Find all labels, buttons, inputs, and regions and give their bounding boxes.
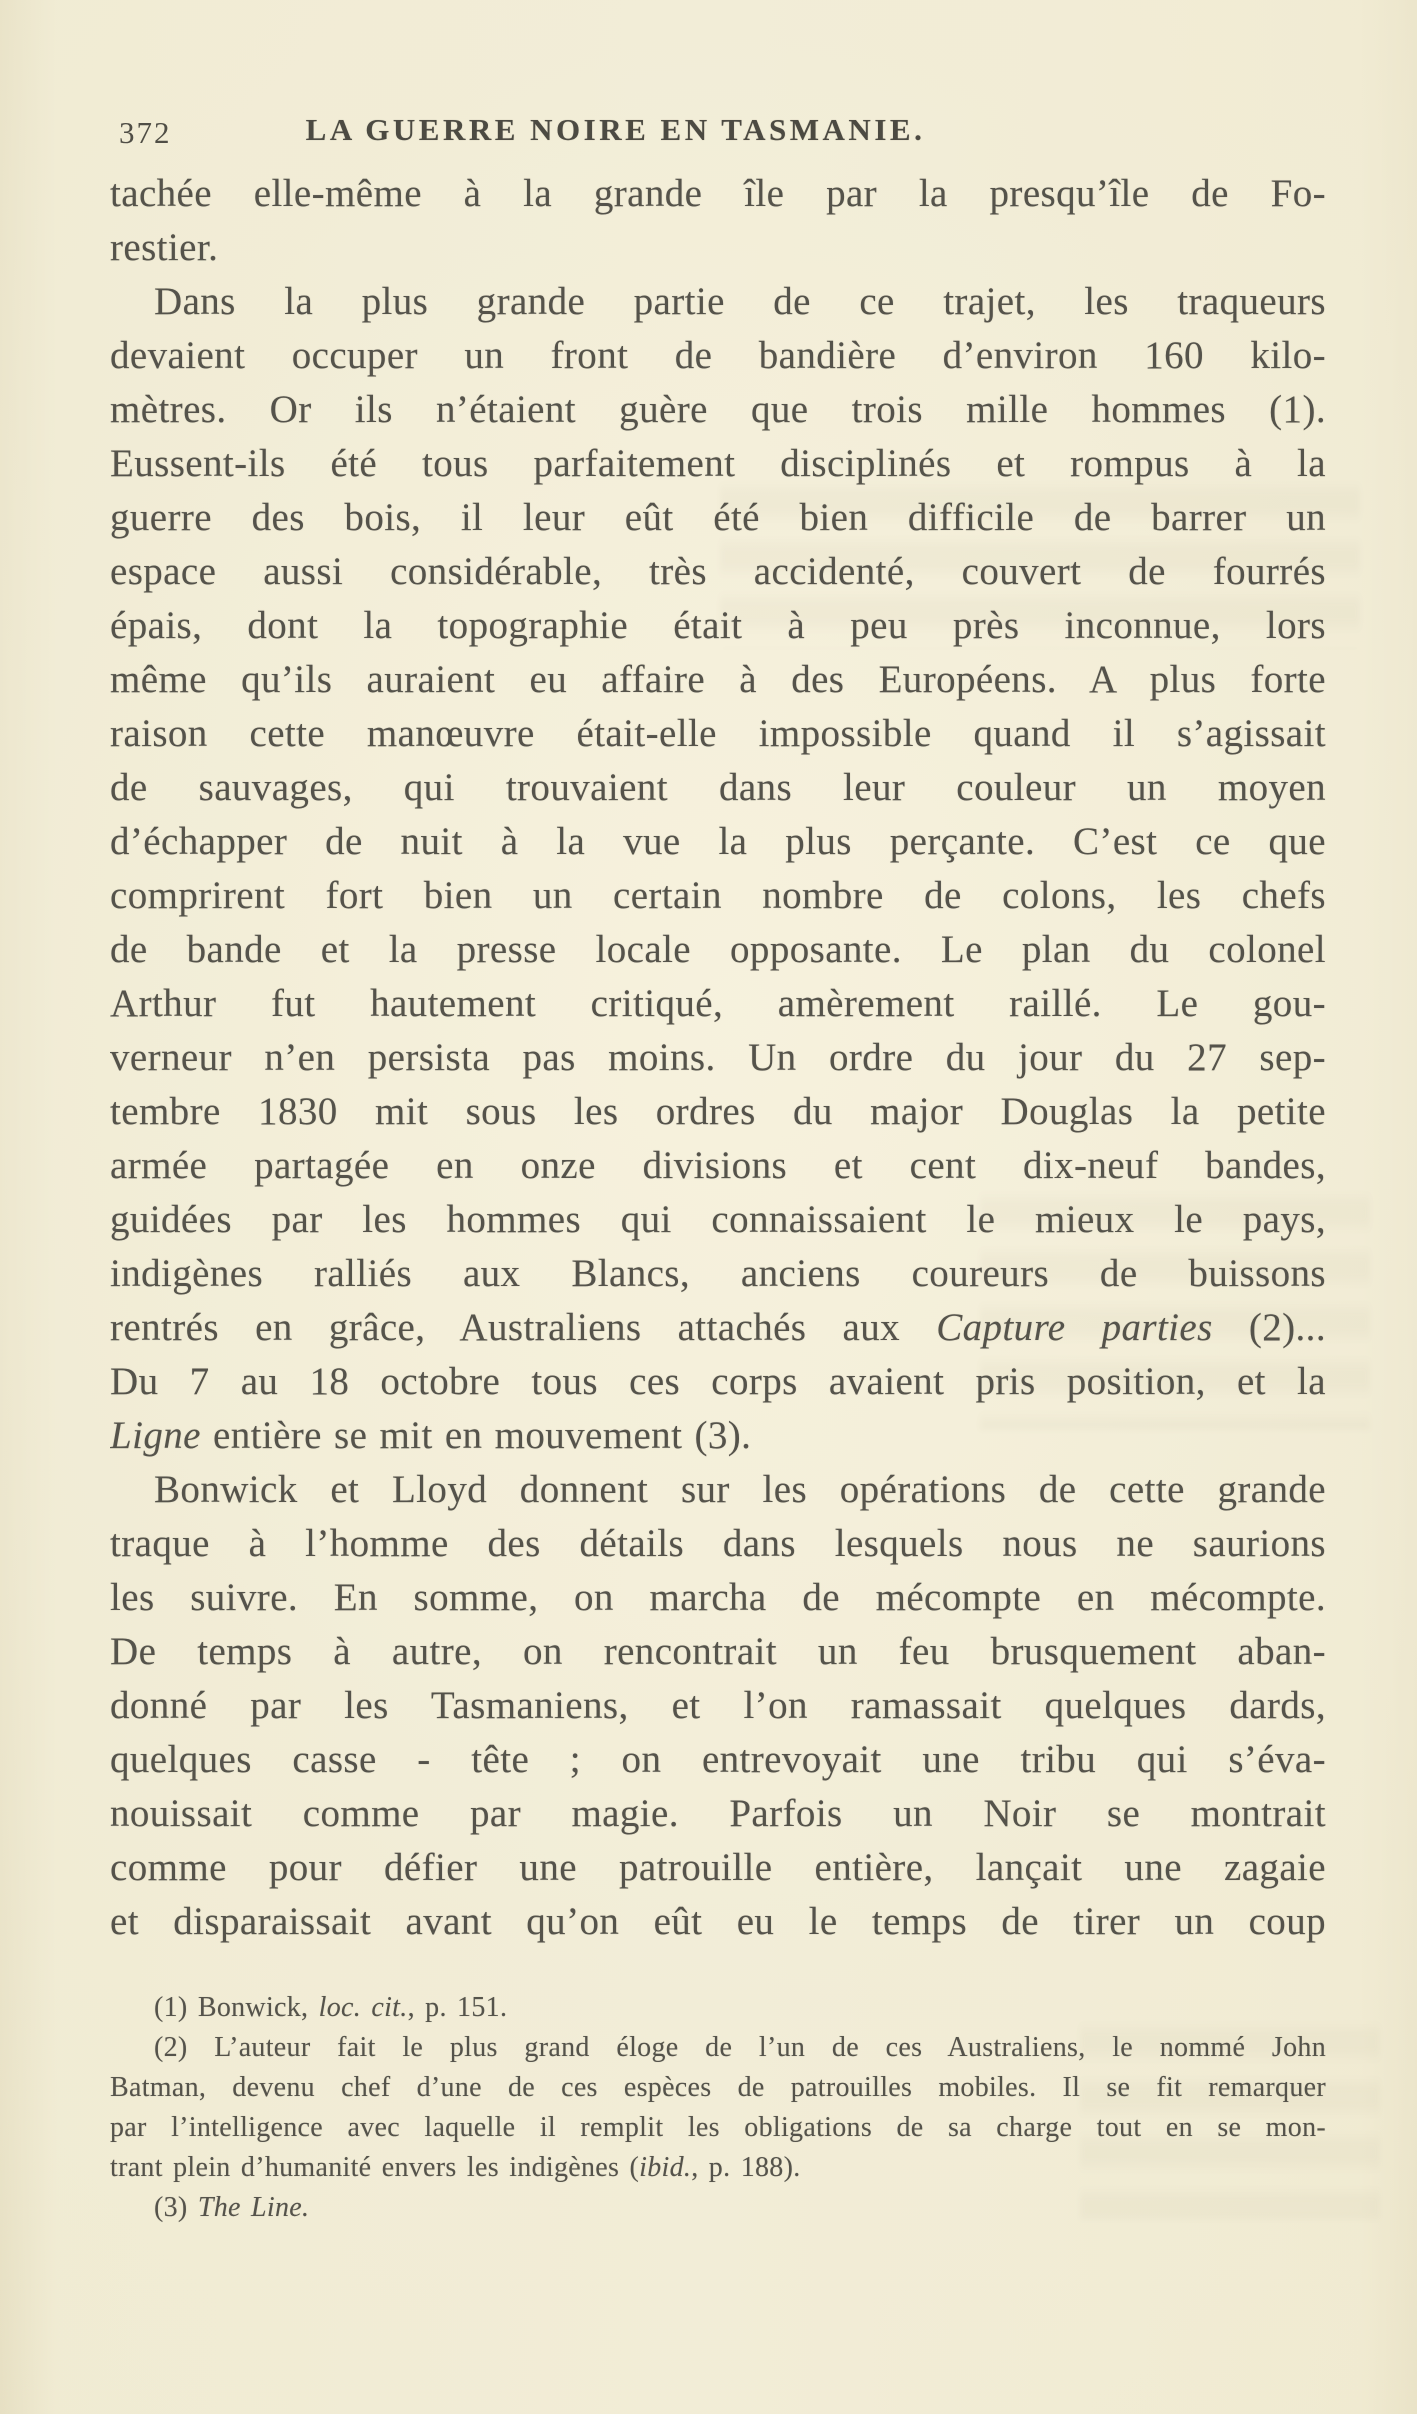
text-run: donné par les Tasmaniens, et l’on ramassait quelques dards, [110, 1684, 1326, 1727]
text-run: Dans la plus grande partie de ce trajet, les traqueurs [154, 280, 1326, 323]
text-run: nouissait comme par magie. Parfois un Noir se montrait [110, 1792, 1326, 1835]
italic-text: The Line. [197, 2192, 310, 2223]
text-run: restier. [110, 226, 219, 269]
body-line [110, 1247, 1326, 1301]
text-run: (2)... [1212, 1306, 1326, 1349]
body-line [110, 977, 1326, 1031]
text-run: par l’intelligence avec laquelle il remplit les obligations de sa charge tout en se mon- [110, 2112, 1326, 2143]
text-run: tachée elle-même à la grande île par la presqu’île de Fo- [110, 172, 1326, 215]
body-line [110, 1463, 1326, 1517]
text-run: entière se mit en mouvement (3). [200, 1414, 752, 1457]
text-run: verneur n’en persista pas moins. Un ordre du jour du 27 sep- [110, 1036, 1326, 1079]
italic-text: loc. cit. [318, 1992, 408, 2023]
body-line [110, 1085, 1326, 1139]
footnote-line [110, 1988, 1326, 2028]
text-run: (1) Bonwick, [154, 1992, 319, 2023]
body-line [110, 437, 1326, 491]
body-text [110, 167, 1326, 1949]
italic-text: Ligne [110, 1414, 201, 1457]
body-line [110, 653, 1326, 707]
text-run: Arthur fut hautement critiqué, amèrement raillé. Le gou- [110, 982, 1326, 1025]
body-line [110, 1679, 1326, 1733]
body-line [110, 1895, 1326, 1949]
body-line [110, 1031, 1326, 1085]
body-line [110, 1787, 1326, 1841]
footnote-line [110, 2148, 1326, 2188]
text-run: devaient occuper un front de bandière d’environ 160 kilo- [110, 334, 1326, 377]
body-line [110, 221, 1326, 275]
text-run: Batman, devenu chef d’une de ces espèces de patrouilles mobiles. Il se fit remarquer [110, 2072, 1326, 2103]
italic-text: Capture parties [936, 1306, 1213, 1349]
body-line [110, 923, 1326, 977]
body-line [110, 491, 1326, 545]
text-run: quelques casse - tête ; on entrevoyait une tribu qui s’éva- [110, 1738, 1326, 1781]
text-run: tembre 1830 mit sous les ordres du major Douglas la petite [110, 1090, 1326, 1133]
body-line [110, 815, 1326, 869]
text-run: rentrés en grâce, Australiens attachés aux [110, 1306, 937, 1349]
text-run: comme pour défier une patrouille entière, lançait une zagaie [110, 1846, 1326, 1889]
body-line [110, 869, 1326, 923]
body-line [110, 1409, 1326, 1463]
footnote-line [110, 2068, 1326, 2108]
footnotes [110, 1988, 1326, 2228]
text-run: d’échapper de nuit à la vue la plus perçante. C’est ce que [110, 820, 1326, 863]
body-line [110, 1625, 1326, 1679]
body-line [110, 329, 1326, 383]
text-run: , p. 151. [407, 1992, 508, 2023]
body-line [110, 707, 1326, 761]
body-line [110, 1301, 1326, 1355]
running-title: LA GUERRE NOIRE EN TASMANIE. [305, 112, 926, 147]
text-run: armée partagée en onze divisions et cent dix-neuf bandes, [110, 1144, 1326, 1187]
text-run: de bande et la presse locale opposante. Le plan du colonel [110, 928, 1326, 971]
body-line [110, 545, 1326, 599]
text-run: et disparaissait avant qu’on eût eu le temps de tirer un coup [110, 1900, 1326, 1943]
text-run: les suivre. En somme, on marcha de mécompte en mécompte. [110, 1576, 1326, 1619]
text-run: épais, dont la topographie était à peu près inconnue, lors [110, 604, 1326, 647]
text-run: même qu’ils auraient eu affaire à des Européens. A plus forte [110, 658, 1326, 701]
page-header [0, 112, 1417, 152]
text-run: traque à l’homme des détails dans lesquels nous ne saurions [110, 1522, 1326, 1565]
text-run: (3) [154, 2192, 198, 2223]
text-run: de sauvages, qui trouvaient dans leur couleur un moyen [110, 766, 1326, 809]
body-line [110, 383, 1326, 437]
body-line [110, 1517, 1326, 1571]
text-run: espace aussi considérable, très accidenté, couvert de fourrés [110, 550, 1326, 593]
text-run: , p. 188). [691, 2152, 801, 2183]
text-run: Eussent-ils été tous parfaitement disciplinés et rompus à la [110, 442, 1326, 485]
text-run: guidées par les hommes qui connaissaient le mieux le pays, [110, 1198, 1326, 1241]
body-line [110, 761, 1326, 815]
footnote-line [110, 2028, 1326, 2068]
text-run: (2) L’auteur fait le plus grand éloge de l’un de ces Australiens, le nommé John [154, 2032, 1326, 2063]
text-run: Du 7 au 18 octobre tous ces corps avaient pris position, et la [110, 1360, 1326, 1403]
body-line [110, 1733, 1326, 1787]
body-line [110, 1193, 1326, 1247]
text-run: indigènes ralliés aux Blancs, anciens coureurs de buissons [110, 1252, 1326, 1295]
text-run: mètres. Or ils n’étaient guère que trois mille hommes (1). [110, 388, 1326, 431]
text-run: comprirent fort bien un certain nombre de colons, les chefs [110, 874, 1326, 917]
text-run: trant plein d’humanité envers les indigènes ( [110, 2152, 640, 2183]
body-line [110, 1571, 1326, 1625]
text-run: guerre des bois, il leur eût été bien difficile de barrer un [110, 496, 1326, 539]
text-run: raison cette manœuvre était-elle impossible quand il s’agissait [110, 712, 1326, 755]
body-line [110, 275, 1326, 329]
body-line [110, 1355, 1326, 1409]
italic-text: ibid. [639, 2152, 692, 2183]
body-line [110, 1139, 1326, 1193]
footnote-line [110, 2108, 1326, 2148]
text-run: De temps à autre, on rencontrait un feu brusquement aban- [110, 1630, 1326, 1673]
text-run: Bonwick et Lloyd donnent sur les opérations de cette grande [154, 1468, 1326, 1511]
body-line [110, 599, 1326, 653]
body-line [110, 1841, 1326, 1895]
body-line [110, 167, 1326, 221]
footnote-line [110, 2188, 1326, 2228]
page-number: 372 [119, 115, 172, 150]
